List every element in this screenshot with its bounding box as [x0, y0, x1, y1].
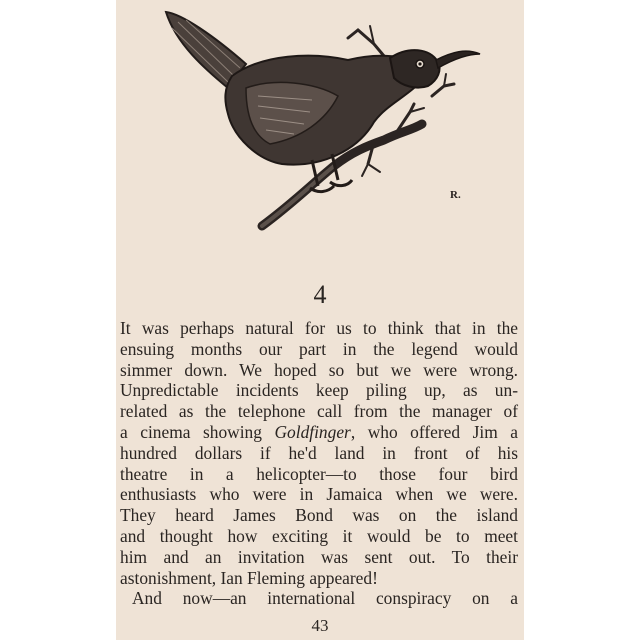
text-line: They heard James Bond was on the island: [120, 505, 518, 526]
illustration-signature: R.: [450, 189, 461, 201]
page-number: 43: [311, 616, 329, 635]
text-line: a cinema showing Goldfinger, who offered Jim a: [120, 421, 518, 442]
text-line: enthusiasts who were in Jamaica when we were.: [120, 484, 518, 505]
book-page: [116, 0, 524, 640]
text-line: theatre in a helicopter—to those four bird: [120, 463, 518, 484]
text-line: related as the telephone call from the manager of: [120, 401, 518, 422]
text-line: It was perhaps natural for us to think that in the: [120, 318, 518, 338]
text-line: him and an invitation was sent out. To their: [120, 546, 518, 567]
text-line: and thought how exciting it would be to meet: [120, 525, 518, 546]
text-line: ensuing months our part in the legend would: [120, 338, 518, 359]
text-line: hundred dollars if he'd land in front of his: [120, 442, 518, 463]
text-line: And now—an international conspiracy on a: [132, 588, 518, 609]
text-line: Unpredictable incidents keep piling up, as un-: [120, 380, 518, 401]
text-line: simmer down. We hoped so but we were wrong.: [120, 359, 518, 380]
body-text: [120, 318, 518, 609]
text-line: astonishment, Ian Fleming appeared!: [120, 567, 378, 588]
chapter-number: 4: [313, 280, 327, 309]
bird-illustration: [162, 4, 482, 234]
film-title: Goldfinger: [274, 421, 351, 442]
